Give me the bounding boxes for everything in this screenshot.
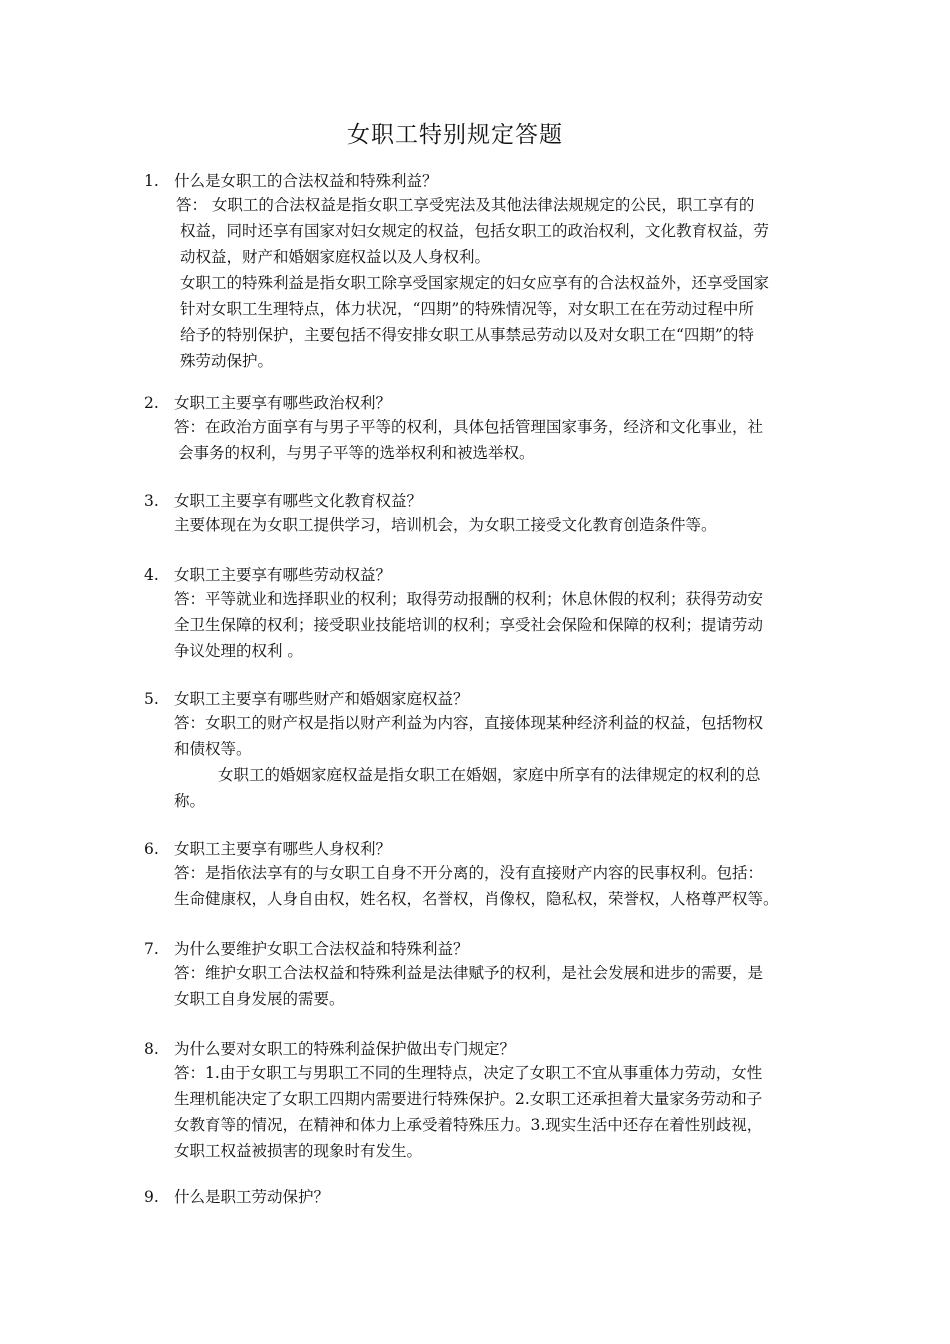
- answer-2: [174, 414, 814, 466]
- answer-line: 生命健康权，人身自由权，姓名权，名誉权，肖像权，隐私权，荣誉权，人格尊严权等。: [174, 890, 779, 908]
- question-number: 3.: [144, 492, 159, 510]
- question-3: [144, 488, 824, 514]
- question-text: 什么是职工劳动保护？: [174, 1188, 330, 1206]
- answer-3: [174, 512, 814, 538]
- answer-line: 女职工权益被损害的现象时有发生。: [174, 1142, 423, 1160]
- question-text: 女职工主要享有哪些政治权利？: [174, 394, 392, 412]
- answer-4: [174, 586, 814, 664]
- question-number: 8.: [144, 1040, 159, 1058]
- question-1: [144, 168, 824, 194]
- question-9: [144, 1184, 824, 1210]
- answer-line: 争议处理的权利 。: [174, 642, 303, 660]
- question-number: 4.: [144, 566, 159, 584]
- answer-6: [174, 860, 814, 912]
- answer-line: 全卫生保障的权利；接受职业技能培训的权利；享受社会保险和保障的权利；提请劳动: [174, 616, 764, 634]
- answer-line: 会事务的权利，与男子平等的选举权利和被选举权。: [178, 444, 535, 462]
- answer-line: 殊劳动保护。: [180, 352, 274, 370]
- answer-line: 答：在政治方面享有与男子平等的权利，具体包括管理国家事务，经济和文化事业，社: [174, 418, 764, 436]
- question-6: [144, 836, 824, 862]
- question-text: 女职工主要享有哪些文化教育权益？: [174, 492, 423, 510]
- document-title: 女职工特别规定答题: [347, 122, 563, 148]
- question-text: 女职工主要享有哪些财产和婚姻家庭权益？: [174, 690, 469, 708]
- question-number: 6.: [144, 840, 159, 858]
- answer-line: 女职工的特殊利益是指女职工除享受国家规定的妇女应享有的合法权益外，还享受国家: [180, 274, 770, 292]
- answer-line: 权益，同时还享有国家对妇女规定的权益，包括女职工的政治权利，文化教育权益，劳: [180, 222, 770, 240]
- question-number: 1.: [144, 172, 159, 190]
- question-text: 什么是女职工的合法权益和特殊利益？: [174, 172, 438, 190]
- question-2: [144, 390, 824, 416]
- question-number: 7.: [144, 940, 159, 958]
- question-number: 5.: [144, 690, 159, 708]
- answer-line: 生理机能决定了女职工四期内需要进行特殊保护。2.女职工还承担着大量家务劳动和子: [174, 1090, 763, 1108]
- answer-line: 女职工的婚姻家庭权益是指女职工在婚姻，家庭中所享有的法律规定的权利的总: [218, 766, 761, 784]
- answer-7: [174, 960, 814, 1012]
- answer-line: 女职工自身发展的需要。: [174, 990, 345, 1008]
- answer-line: 答：是指依法享有的与女职工自身不开分离的，没有直接财产内容的民事权利。包括：: [174, 864, 764, 882]
- answer-line: 动权益，财产和婚姻家庭权益以及人身权利。: [180, 248, 491, 266]
- question-number: 2.: [144, 394, 159, 412]
- answer-line: 称。: [174, 792, 206, 810]
- question-text: 为什么要维护女职工合法权益和特殊利益？: [174, 940, 469, 958]
- answer-line: 答：女职工的财产权是指以财产利益为内容，直接体现某种经济利益的权益，包括物权: [174, 714, 764, 732]
- question-text: 为什么要对女职工的特殊利益保护做出专门规定？: [174, 1040, 516, 1058]
- question-8: [144, 1036, 824, 1062]
- answer-line: 给予的特别保护，主要包括不得安排女职工从事禁忌劳动以及对女职工在“四期”的特: [180, 326, 754, 344]
- answer-5: [174, 710, 814, 814]
- question-text: 女职工主要享有哪些劳动权益？: [174, 566, 392, 584]
- answer-line: 答：平等就业和选择职业的权利；取得劳动报酬的权利；休息休假的权利；获得劳动安: [174, 590, 764, 608]
- answer-line: 针对女职工生理特点，体力状况，“四期”的特殊情况等，对女职工在在劳动过程中所: [180, 300, 754, 318]
- question-number: 9.: [144, 1188, 159, 1206]
- answer-line: 女教育等的情况，在精神和体力上承受着特殊压力。3.现实生活中还存在着性别歧视，: [174, 1116, 763, 1134]
- answer-line: 和债权等。: [174, 740, 252, 758]
- question-7: [144, 936, 824, 962]
- question-text: 女职工主要享有哪些人身权利？: [174, 840, 392, 858]
- answer-8: [174, 1060, 814, 1164]
- answer-line: 答：1.由于女职工与男职工不同的生理特点，决定了女职工不宜从事重体力劳动，女性: [174, 1064, 763, 1082]
- question-5: [144, 686, 824, 712]
- question-4: [144, 562, 824, 588]
- answer-line: 答： 女职工的合法权益是指女职工享受宪法及其他法律法规规定的公民，职工享有的: [176, 196, 755, 214]
- answer-line: 主要体现在为女职工提供学习，培训机会，为女职工接受文化教育创造条件等。: [174, 516, 717, 534]
- answer-line: 答：维护女职工合法权益和特殊利益是法律赋予的权利，是社会发展和进步的需要，是: [174, 964, 764, 982]
- answer-1: [176, 192, 816, 374]
